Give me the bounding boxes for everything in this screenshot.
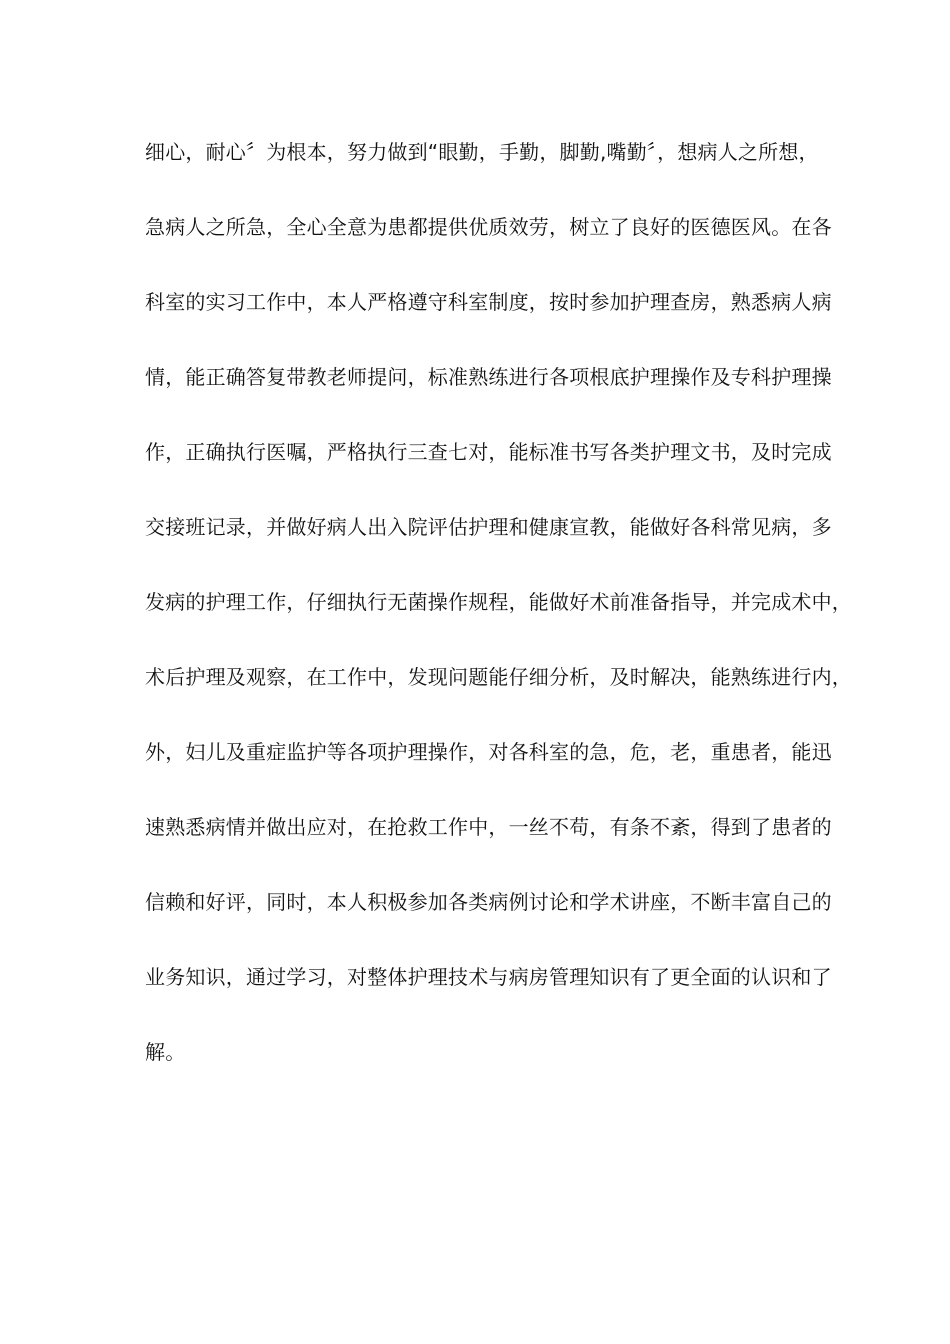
text-line: 信赖和好评，同时，本人积极参加各类病例讨论和学术讲座，不断丰富自己的 — [145, 890, 832, 914]
text-line: 科室的实习工作中，本人严格遵守科室制度，按时参加护理查房，熟悉病人病 — [145, 290, 832, 314]
text-line: 情，能正确答复带教老师提问，标准熟练进行各项根底护理操作及专科护理操 — [145, 365, 832, 389]
text-line: 细心，耐心〞为根本，努力做到“眼勤，手勤，脚勤,嘴勤〞，想病人之所想， — [145, 140, 819, 164]
text-line: 速熟悉病情并做出应对，在抢救工作中，一丝不苟，有条不紊，得到了患者的 — [145, 815, 832, 839]
body-paragraph — [145, 131, 852, 1106]
text-line: 术后护理及观察，在工作中，发现问题能仔细分析，及时解决，能熟练进行内， — [145, 665, 852, 689]
text-line: 业务知识，通过学习，对整体护理技术与病房管理知识有了更全面的认识和了 — [145, 965, 832, 989]
text-line: 交接班记录，并做好病人出入院评估护理和健康宣教，能做好各科常见病，多 — [145, 515, 832, 539]
text-line: 解。 — [145, 1040, 186, 1064]
text-line: 发病的护理工作，仔细执行无菌操作规程，能做好术前准备指导，并完成术中， — [145, 590, 852, 614]
text-line: 外，妇儿及重症监护等各项护理操作，对各科室的急，危，老，重患者，能迅 — [145, 740, 832, 764]
text-line: 作，正确执行医嘱，严格执行三查七对，能标准书写各类护理文书，及时完成 — [145, 440, 832, 464]
text-line: 急病人之所急，全心全意为患都提供优质效劳，树立了良好的医德医风。在各 — [145, 215, 832, 239]
